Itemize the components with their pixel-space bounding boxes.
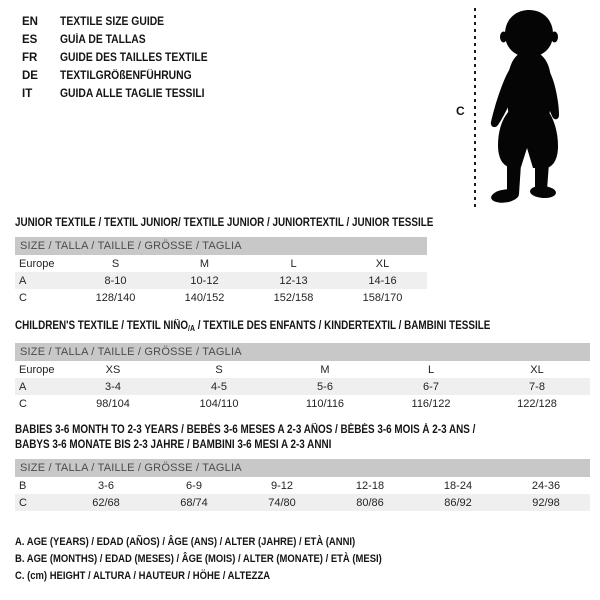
language-title: TEXTILE SIZE GUIDE: [60, 16, 165, 28]
babies-section-title: [15, 423, 550, 453]
language-code: FR: [22, 52, 38, 64]
row-label: B: [19, 479, 27, 492]
cell: 3-4: [60, 378, 166, 395]
height-measure-label: C: [456, 104, 465, 118]
footnote-text: B. AGE (MONTHS) / EDAD (MESES) / ÂGE (MOIS) / ALTER (MONATE) / ETÀ (MESI): [15, 553, 382, 565]
junior-section-title: [15, 216, 501, 231]
cell: 92/98: [502, 494, 590, 511]
cell: 158/170: [362, 291, 403, 304]
cell: 6-9: [186, 479, 202, 492]
footnote-height: [15, 568, 442, 585]
cell: 128/140: [95, 291, 136, 304]
baby-silhouette-icon: [483, 6, 573, 208]
language-row: [22, 67, 224, 85]
cell: 140/152: [184, 291, 225, 304]
language-title: TEXTILGRÖßENFÜHRUNG: [60, 70, 192, 82]
cell: 8-10: [71, 272, 160, 289]
cell: M: [320, 363, 330, 376]
cell: 104/110: [199, 397, 239, 410]
language-row: [22, 13, 224, 31]
cell: 122/128: [517, 397, 557, 410]
babies-title-line2: BABYS 3-6 MONATE BIS 2-3 JAHRE / BAMBINI 3-6 MESI A 2-3 ANNI: [15, 439, 332, 451]
cell: 7-8: [484, 378, 590, 395]
junior-section-title-text: JUNIOR TEXTILE / TEXTIL JUNIOR/ TEXTILE JUNIOR / JUNIORTEXTIL / JUNIOR TESSILE: [15, 217, 434, 229]
footnote-age-months: [15, 551, 442, 568]
size-header-bar: SIZE / TALLA / TAILLE / GRÖSSE / TAGLIA: [15, 459, 590, 477]
cell: 18-24: [443, 479, 473, 492]
cell: 4-5: [166, 378, 272, 395]
cell: S: [111, 257, 120, 270]
cell: 62/68: [62, 494, 150, 511]
cell: 110/116: [305, 397, 345, 410]
cell: 14-16: [338, 272, 427, 289]
cell: XL: [530, 363, 544, 376]
table-row-age: [15, 378, 590, 395]
cell: XS: [105, 363, 121, 376]
title-suffix: / TEXTILE DES ENFANTS / KINDERTEXTIL / BAMBINI TESSILE: [194, 320, 491, 332]
table-row-height: [15, 289, 427, 306]
row-label: Europe: [19, 257, 55, 270]
table-row-age-months: [15, 477, 590, 494]
height-dashed-line: [474, 8, 476, 209]
cell: 86/92: [414, 494, 502, 511]
junior-size-table: [15, 237, 427, 306]
footnote-text: C. (cm) HEIGHT / ALTURA / HAUTEUR / HÖHE / ALTEZZA: [15, 570, 271, 582]
footnote-age-years: [15, 534, 442, 551]
cell: 5-6: [272, 378, 378, 395]
row-label: C: [15, 494, 62, 511]
language-code: EN: [22, 16, 38, 28]
footnotes: [15, 534, 442, 585]
language-row: [22, 31, 224, 49]
cell: 3-6: [98, 479, 114, 492]
row-label: C: [19, 291, 27, 304]
title-subscript: /A: [188, 324, 195, 333]
footnote-text: A. AGE (YEARS) / EDAD (AÑOS) / ÂGE (ANS) / ALTER (JAHRE) / ETÀ (ANNI): [15, 536, 356, 548]
size-header-bar: SIZE / TALLA / TAILLE / GRÖSSE / TAGLIA: [15, 343, 590, 361]
row-label: A: [15, 272, 71, 289]
cell: 24-36: [531, 479, 561, 492]
row-label: Europe: [19, 363, 55, 376]
children-section-title-text: [15, 319, 490, 336]
babies-size-table: [15, 459, 590, 511]
row-label: A: [15, 378, 60, 395]
language-row: [22, 49, 224, 67]
cell: 116/122: [411, 397, 451, 410]
cell: 6-7: [378, 378, 484, 395]
size-header-bar: SIZE / TALLA / TAILLE / GRÖSSE / TAGLIA: [15, 237, 427, 255]
cell: 12-18: [355, 479, 385, 492]
cell: 12-13: [249, 272, 338, 289]
cell: 80/86: [326, 494, 414, 511]
children-size-table: [15, 343, 590, 412]
language-list: [22, 13, 224, 103]
table-row-age: [15, 272, 427, 289]
table-row-height: [15, 395, 590, 412]
cell: 68/74: [150, 494, 238, 511]
cell: L: [427, 363, 435, 376]
cell: 74/80: [238, 494, 326, 511]
row-label: C: [19, 397, 27, 410]
language-code: DE: [22, 70, 38, 82]
language-code: ES: [22, 34, 38, 46]
children-section-title: [15, 319, 568, 336]
language-title: GUIDA ALLE TAGLIE TESSILI: [60, 88, 205, 100]
cell: 152/158: [273, 291, 314, 304]
cell: M: [199, 257, 210, 270]
table-row-europe: [15, 255, 427, 272]
cell: XL: [375, 257, 390, 270]
babies-title-line1: BABIES 3-6 MONTH TO 2-3 YEARS / BEBÉS 3-6 MESES A 2-3 AÑOS / BÉBÉS 3-6 MOIS À 2-3 ANS /: [15, 424, 476, 436]
cell: 98/104: [96, 397, 130, 410]
cell: 10-12: [160, 272, 249, 289]
language-row: [22, 85, 224, 103]
cell: 9-12: [270, 479, 294, 492]
cell: S: [215, 363, 223, 376]
cell: L: [290, 257, 297, 270]
language-code: IT: [22, 88, 33, 100]
language-title: GUÍA DE TALLAS: [60, 34, 146, 46]
language-title: GUIDE DES TAILLES TEXTILE: [60, 52, 208, 64]
table-row-europe: [15, 361, 590, 378]
table-row-height: [15, 494, 590, 511]
title-prefix: CHILDREN'S TEXTILE / TEXTIL NIÑO: [15, 320, 189, 332]
